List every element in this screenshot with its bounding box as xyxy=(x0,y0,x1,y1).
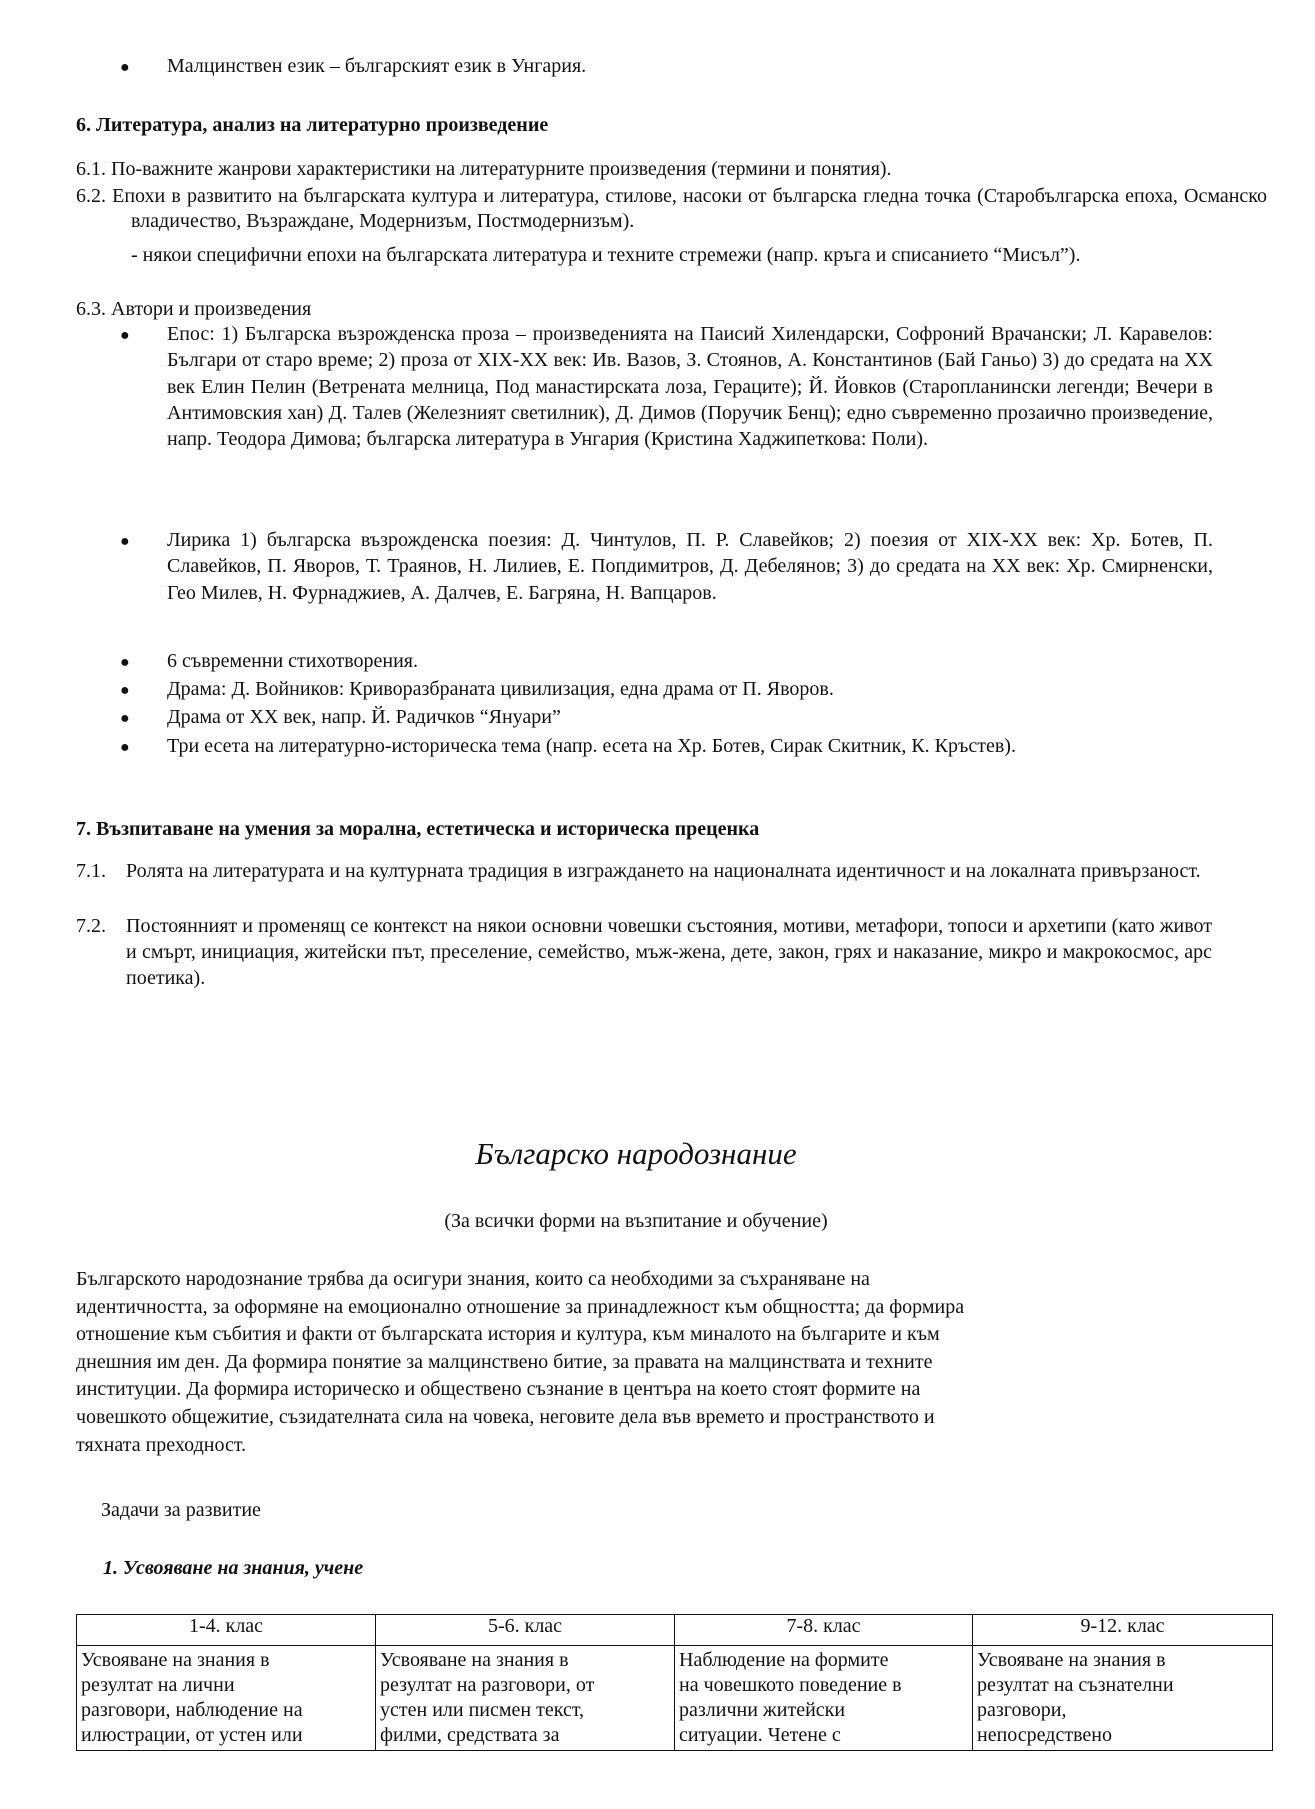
task-1-heading: 1. Усвояване на знания, учене xyxy=(103,1557,364,1579)
bullet-icon: ● xyxy=(120,739,130,756)
cell-line: филми, средствата за xyxy=(380,1724,560,1746)
item-7-2 xyxy=(76,913,1212,991)
cell-line: на човешкото поведение в xyxy=(679,1674,902,1696)
bullet-essays: Три есета на литературно-историческа тема (напр. есета на Хр. Ботев, Сирак Скитник, К. Кръстев). xyxy=(167,735,1016,757)
intro-line: отношение към събития и факти от българската история и култура, към миналото на българите и към xyxy=(76,1323,940,1346)
cell-line: ситуации. Четене с xyxy=(679,1724,841,1746)
table-header-row xyxy=(77,1615,1273,1646)
bullet-drama: Драма: Д. Войников: Криворазбраната цивилизация, една драма от П. Яворов. xyxy=(167,678,834,700)
bullet-icon: ● xyxy=(120,327,130,344)
table-cell xyxy=(973,1646,1273,1751)
cell-line: различни житейски xyxy=(679,1699,846,1721)
intro-paragraph xyxy=(76,1266,964,1459)
cell-line: разговори, xyxy=(977,1699,1067,1721)
cell-line: резултат на съзнателни xyxy=(977,1674,1174,1696)
table-cell xyxy=(77,1646,376,1751)
cell-line: Усвояване на знания в xyxy=(977,1649,1166,1671)
item-6-2: 6.2. Епохи в развитито на българската култура и литература, стилове, насоки от българска гледна точка (Старобългарска епоха, Османско владичество, Възраждане, Модернизъм, Постмодернизъм). xyxy=(76,185,1267,232)
grade-table xyxy=(76,1614,1273,1751)
item-7-2-number: 7.2. xyxy=(76,915,106,937)
item-6-3: 6.3. Автори и произведения xyxy=(76,298,312,320)
bullet-lirika: Лирика 1) българска възрожденска поезия: Д. Чинтулов, П. Р. Славейков; 2) поезия от XIX-XX век: Хр. Ботев, П. Славейков, П. Яворов, Т. Траянов, Н. Лилиев, Е. Попдимитров, Д. Дебелянов; 3) до средата на XX век: Хр. Смирненски, Гео Милев, Н. Фурнаджиев, А. Далчев, Е. Багряна, Н. Вапцаров. xyxy=(167,529,1213,604)
cell-line: Усвояване на знания в xyxy=(380,1649,569,1671)
cell-line: устен или писмен текст, xyxy=(380,1699,585,1721)
header-grade-9-12: 9-12. клас xyxy=(973,1615,1273,1646)
item-6-2-sub: - някои специфични епохи на българската литература и техните стремежи (напр. кръга и списанието “Мисъл”). xyxy=(131,244,1081,266)
item-7-1 xyxy=(76,858,1212,884)
item-7-1-text: Ролята на литературата и на културната традиция в изграждането на националната идентичност и на локалната привързаност. xyxy=(126,860,1201,882)
bullet-icon: ● xyxy=(120,682,130,699)
intro-line: човешкото общежитие, съзидателната сила на човека, неговите дела във времето и пространството и xyxy=(76,1405,935,1428)
section-7-heading: 7. Възпитаване на умения за моралнa, естетическа и историческа преценка xyxy=(76,818,760,840)
section-6-heading: 6. Литература, анализ на литературно произведение xyxy=(76,114,549,136)
header-grade-5-6: 5-6. клас xyxy=(376,1615,675,1646)
intro-line: Българското народознание трябва да осигури знания, които са необходими за съхраняване на xyxy=(76,1268,870,1290)
cell-line: резултат на разговори, от xyxy=(380,1674,595,1696)
cell-line: разговори, наблюдение на xyxy=(81,1699,303,1721)
cell-line: непосредствено xyxy=(977,1724,1112,1746)
bullet-icon: ● xyxy=(120,59,130,76)
bullet-epos: Епос: 1) Българска възрожденска проза – произведенията на Паисий Хилендарски, Софроний Врачански; Л. Каравелов: Българи от старо време; 2) проза от XIX-XX век: Ив. Вазов, З. Стоянов, А. Константинов (Бай Ганьо) 3) до средата на XX век Елин Пелин (Ветрената мелница, Под манастирската лоза, Гераците); Й. Йовков (Старопланински легенди; Вечери в Антимовския хан) Д. Талев (Железният светилник), Д. Димов (Поручик Бенц); едно съвременно прозаично произведение, напр. Теодора Димова; българска литература в Унгария (Кристина Хаджипеткова: Поли). xyxy=(167,323,1213,451)
intro-line: тяхната преходност. xyxy=(76,1433,247,1456)
intro-line: днешния им ден. Да формира понятие за малцинствено битие, за правата на малцинствата и техните xyxy=(76,1350,933,1373)
cell-line: Наблюдение на формите xyxy=(679,1649,889,1671)
table-cell xyxy=(675,1646,973,1751)
item-6-1: 6.1. По-важните жанрови характеристики на литературните произведения (термини и понятия). xyxy=(76,158,892,180)
intro-line: институции. Да формира историческо и обществено съзнание в центъра на което стоят формите на xyxy=(76,1378,921,1401)
cell-line: резултат на лични xyxy=(81,1674,235,1696)
table-cell xyxy=(376,1646,675,1751)
bullet-icon: ● xyxy=(120,710,130,727)
bullet-icon: ● xyxy=(120,654,130,671)
bullet-icon: ● xyxy=(120,533,130,550)
header-grade-7-8: 7-8. клас xyxy=(675,1615,973,1646)
tasks-label: Задачи за развитие xyxy=(101,1499,261,1521)
cell-line: илюстрации, от устен или xyxy=(81,1724,303,1746)
bullet-poems: 6 съвременни стихотворения. xyxy=(167,650,419,672)
cell-line: Усвояване на знания в xyxy=(81,1649,270,1671)
top-bullet-text: Малцинствен език – българският език в Унгария. xyxy=(167,55,587,77)
table-row xyxy=(77,1646,1273,1751)
item-7-2-text: Постоянният и променящ се контекст на някои основни човешки състояния, мотиви, метафори, топоси и архетипи (като живот и смърт, инициация, житейски път, преселение, семейство, мъж-жена, дете, закон, грях и наказание, микро и макрокосмос, арс поетика). xyxy=(126,915,1212,989)
subject-subtitle: (За всички форми на възпитание и обучение) xyxy=(444,1210,828,1232)
item-7-1-number: 7.1. xyxy=(76,860,106,882)
intro-line: идентичността, за оформяне на емоционално отношение за принадлежност към общността; да формира xyxy=(76,1295,965,1318)
subject-title: Българско народознание xyxy=(475,1136,797,1171)
bullet-drama-20: Драма от XX век, напр. Й. Радичков “Януари” xyxy=(167,706,561,728)
header-grade-1-4: 1-4. клас xyxy=(77,1615,376,1646)
